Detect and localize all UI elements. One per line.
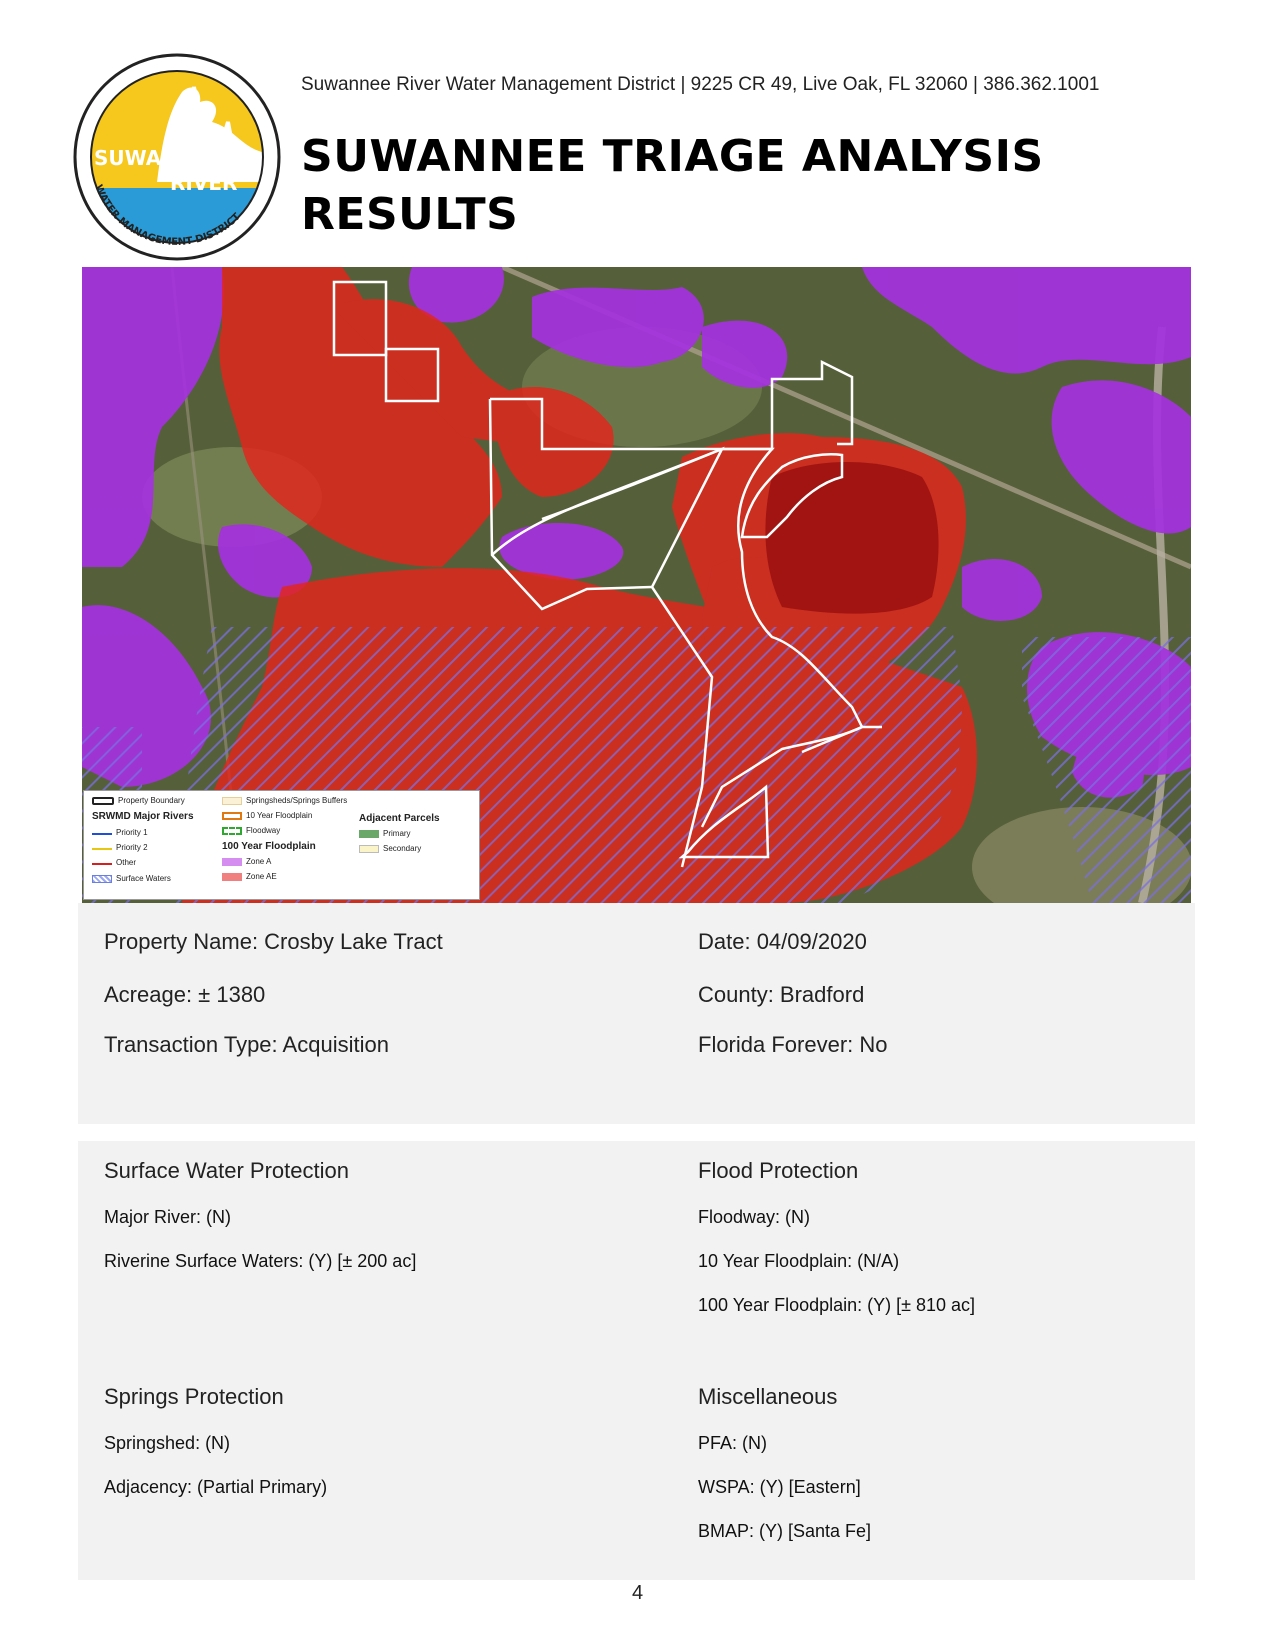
bmap-result: BMAP: (Y) [Santa Fe] [698, 1521, 872, 1541]
major-river-result: Major River: (N) [104, 1207, 232, 1227]
page-title-line-1: SUWANNEE TRIAGE ANALYSIS [301, 131, 1044, 182]
property-name: Property Name: Crosby Lake Tract [104, 929, 443, 954]
page-title-line-2: RESULTS [301, 189, 519, 240]
florida-forever: Florida Forever: No [698, 1032, 888, 1057]
springshed-result: Springshed: (N) [104, 1433, 231, 1453]
flood-protection-heading: Flood Protection [698, 1158, 859, 1183]
adjacency-result: Adjacency: (Partial Primary) [104, 1477, 328, 1497]
legend-priority-2: Priority 2 [92, 843, 148, 852]
surface-water-protection-heading: Surface Water Protection [104, 1158, 349, 1183]
transaction-type: Transaction Type: Acquisition [104, 1032, 389, 1057]
logo-text-mid: RIVER [170, 171, 238, 195]
property-info-panel [78, 903, 1195, 1124]
legend-zone-a: Zone A [222, 857, 271, 866]
wspa-result: WSPA: (Y) [Eastern] [698, 1477, 861, 1497]
legend-secondary: Secondary [359, 844, 421, 853]
legend-100-year-floodplain-header: 100 Year Floodplain [222, 841, 316, 852]
legend-priority-1: Priority 1 [92, 828, 148, 837]
100-year-floodplain-result: 100 Year Floodplain: (Y) [± 810 ac] [698, 1295, 976, 1315]
floodway-result: Floodway: (N) [698, 1207, 811, 1227]
county: County: Bradford [698, 982, 865, 1007]
legend-springsheds: Springsheds/Springs Buffers [222, 796, 347, 805]
crosby-lake [765, 462, 938, 614]
district-contact-line: Suwannee River Water Management District | 9225 CR 49, Live Oak, FL 32060 | 386.362.1001 [301, 74, 1100, 95]
property-acreage: Acreage: ± 1380 [104, 982, 266, 1007]
pfa-result: PFA: (N) [698, 1433, 768, 1453]
riverine-surface-waters-result: Riverine Surface Waters: (Y) [± 200 ac] [104, 1251, 417, 1271]
district-logo [72, 52, 282, 262]
legend-10-year-floodplain: 10 Year Floodplain [222, 811, 312, 820]
legend-major-rivers-header: SRWMD Major Rivers [92, 811, 194, 822]
10-year-floodplain-result: 10 Year Floodplain: (N/A) [698, 1251, 900, 1271]
analysis-date: Date: 04/09/2020 [698, 929, 867, 954]
legend-other: Other [92, 858, 136, 867]
miscellaneous-heading: Miscellaneous [698, 1384, 838, 1409]
legend-floodway: Floodway [222, 826, 280, 835]
legend-primary: Primary [359, 829, 411, 838]
logo-ring-text: WATER MANAGEMENT DISTRICT [92, 183, 243, 249]
legend-zone-ae: Zone AE [222, 872, 277, 881]
springs-protection-heading: Springs Protection [104, 1384, 284, 1409]
legend-adjacent-parcels-header: Adjacent Parcels [359, 813, 440, 824]
legend-property-boundary: Property Boundary [92, 796, 185, 805]
page-number: 4 [631, 1582, 644, 1604]
results-panel [78, 1141, 1195, 1580]
page-title [301, 128, 1044, 244]
map-legend [83, 790, 480, 900]
legend-surface-waters: Surface Waters [92, 874, 171, 883]
logo-text-top: SUWANNEE [94, 146, 223, 170]
